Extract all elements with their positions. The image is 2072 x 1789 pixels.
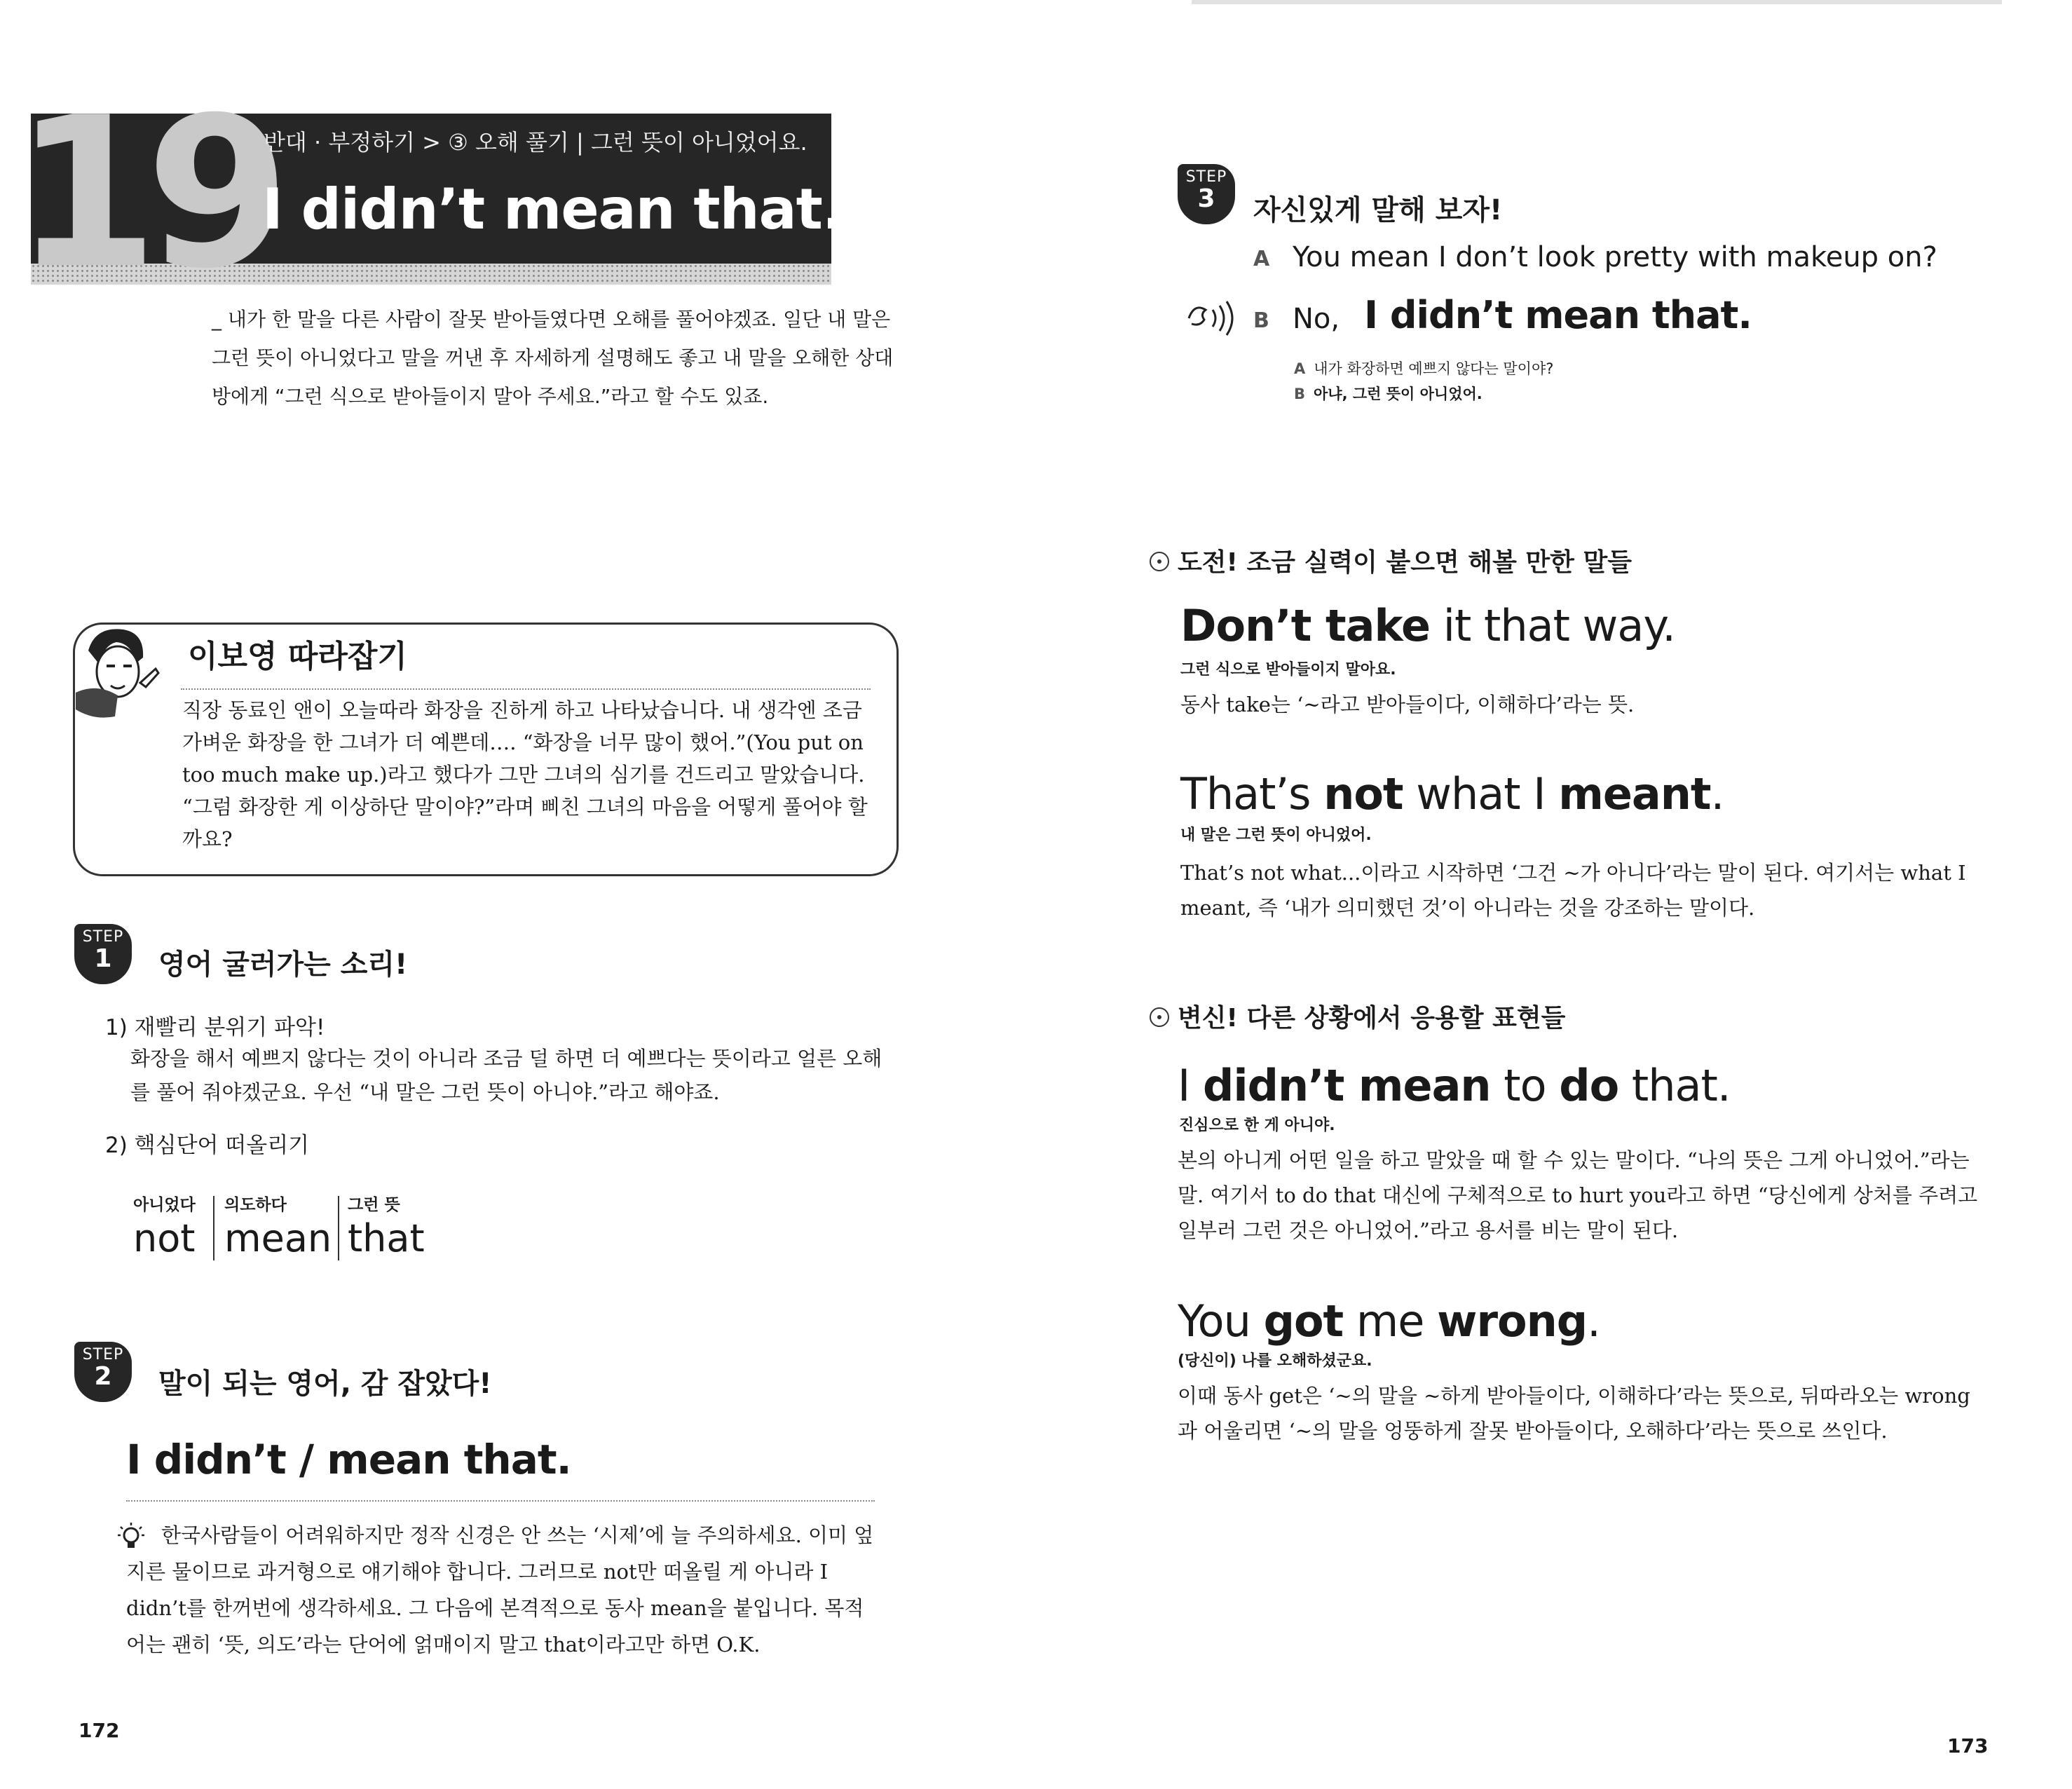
dialogue-translation-b [1294,383,1483,404]
dialogue-a-text: You mean I don’t look pretty with makeup on? [1293,241,1937,273]
step2-badge-label: STEP [82,1346,124,1363]
step2-title: 말이 되는 영어, 감 잡았다! [158,1368,492,1400]
step1-badge [74,924,132,984]
speech-box-divider [181,688,871,690]
keyword-separator [213,1196,214,1260]
expression-bold: do [1559,1060,1619,1111]
section-challenge-heading-text: 도전! 조금 실력이 붙으면 해볼 만한 말들 [1178,548,1633,577]
section-bullet-icon [1150,552,1169,571]
step2-tip: 한국사람들이 어려워하지만 정작 신경은 안 쓰는 ‘시제’에 늘 주의하세요. 이미 엎지른 물이므로 과거형으로 얘기해야 합니다. 그러므로 not만 떠올릴 게 아니라 I didn’t를 한꺼번에 생각하세요. 그 다음에 본격적으로 동사 mean을 붙입니다. 목적어는 괜히 ‘뜻, 의도’라는 단어에 얽매이지 말고 that이라고만 하면 O.K. [126,1523,874,1657]
avatar-icon [67,623,165,721]
expression-phrase [1178,1060,1731,1111]
keyword-column [224,1192,332,1260]
keyword-english: not [133,1216,196,1260]
expression-bold: wrong [1437,1295,1588,1347]
translation-b-label: B [1294,386,1306,402]
speech-box-title: 이보영 따라잡기 [188,639,407,674]
expression-explanation: 동사 take는 ‘~라고 받아들이다, 이해하다’라는 뜻. [1180,693,1635,716]
dialogue-b-text: I didn’t mean that. [1364,293,1752,337]
translation-a-label: A [1294,360,1306,377]
expression-part: to [1490,1060,1560,1111]
keyword-column [133,1192,196,1260]
keyword-column [348,1192,425,1260]
step3-badge-number: 3 [1197,184,1215,213]
lesson-category: 반대 · 부정하기 > ③ 오해 풀기 | 그런 뜻이 아니었어요. [264,129,807,156]
expression-korean: 그런 식으로 받아들이지 말아요. [1180,661,1396,679]
keyword-english: that [348,1216,425,1260]
keyword-korean: 아니었다 [133,1196,196,1214]
translation-a-text: 내가 화장하면 예쁘지 않다는 말이야? [1314,360,1554,377]
step2-phrase: I didn’t / mean that. [126,1436,571,1483]
expression-bold: meant [1558,768,1711,819]
expression-part: That’s [1180,768,1324,819]
expression-part: . [1587,1295,1600,1347]
section-variation-heading-text: 변신! 다른 상황에서 응용할 표현들 [1178,1004,1566,1033]
expression-bold: got [1263,1295,1344,1347]
step2-badge-number: 2 [94,1362,112,1391]
keyword-korean: 의도하다 [224,1196,287,1214]
step1-sub1-title: 1) 재빨리 분위기 파악! [105,1015,325,1040]
step2-divider [126,1500,875,1502]
step1-sub2-title: 2) 핵심단어 떠올리기 [105,1133,310,1158]
section-challenge-heading [1150,543,1632,578]
expression-rest: it that way. [1430,600,1675,651]
translation-b-text: 아냐, 그런 뜻이 아니었어. [1314,386,1483,402]
expression-explanation: 이때 동사 get은 ‘~의 말을 ~하게 받아들이다, 이해하다’라는 뜻으로, 뒤따라오는 wrong과 어울리면 ‘~의 말을 엉뚱하게 잘못 받아들이다, 오해하다’라는 뜻으로 쓰인다. [1178,1384,1970,1443]
step3-title: 자신있게 말해 보자! [1253,194,1503,226]
page-number-left: 172 [79,1719,120,1742]
expression-part: that. [1618,1060,1731,1111]
expression-bold: not [1323,768,1403,819]
page-number-right: 173 [1947,1734,1989,1757]
expression-bold: didn’t mean [1203,1060,1491,1111]
lesson-number: 19 [14,72,278,314]
step1-badge-label: STEP [82,928,124,946]
expression-phrase [1180,600,1675,651]
expression-explanation: 본의 아니게 어떤 일을 하고 말았을 때 할 수 있는 말이다. “나의 뜻은 그게 아니었어.”라는 말. 여기서 to do that 대신에 구체적으로 to hurt you라고 하면 “당신에게 상처를 주려고 일부러 그런 것은 아니었어.”라고 용서를 비는 말이 된다. [1178,1148,1978,1242]
expression-korean: 내 말은 그런 뜻이 아니었어. [1180,827,1372,844]
dialogue-translation-a [1294,358,1553,379]
expression-korean: 진심으로 한 게 아니야. [1179,1117,1335,1134]
expression-phrase [1180,768,1724,819]
expression-bold: Don’t take [1180,600,1431,651]
section-variation-heading [1150,998,1565,1034]
expression-part: You [1178,1295,1264,1347]
step1-sub1-text: 화장을 해서 예쁘지 않다는 것이 아니라 조금 덜 하면 더 예쁘다는 뜻이라고 얼른 오해를 풀어 줘야겠군요. 우선 “내 말은 그런 뜻이 아니야.”라고 해야죠. [130,1047,882,1104]
dialogue-a-label: A [1253,247,1270,271]
expression-part: . [1710,768,1724,819]
keyword-english: mean [224,1216,332,1260]
expression-part: what I [1403,768,1559,819]
expression-part: I [1178,1060,1203,1111]
dialogue-b-no: No, [1293,303,1340,335]
expression-korean: (당신이) 나를 오해하셨군요. [1178,1352,1372,1370]
step1-title: 영어 굴러가는 소리! [158,948,408,981]
step3-badge-label: STEP [1185,168,1227,186]
step2-badge [74,1342,132,1402]
expression-part: me [1343,1295,1438,1347]
keyword-korean: 그런 뜻 [348,1196,400,1214]
expression-phrase [1178,1295,1600,1347]
page-edge [1192,0,2002,4]
section-bullet-icon [1150,1007,1169,1027]
speech-box-body: 직장 동료인 앤이 오늘따라 화장을 진하게 하고 나타났습니다. 내 생각엔 조금 가벼운 화장을 한 그녀가 더 예쁜데…. “화장을 너무 많이 했어.”(You put on too much make up.)라고 했다가 그만 그녀의 심기를 건드리고 말았습니다. “그럼 화장한 게 이상하단 말이야?”라며 삐친 그녀의 마음을 어떻게 풀어야 할까요? [182,698,868,851]
step3-badge [1178,164,1235,224]
intro-paragraph: _ 내가 한 말을 다른 사람이 잘못 받아들였다면 오해를 풀어야겠죠. 일단 내 말은 그런 뜻이 아니었다고 말을 꺼낸 후 자세하게 설명해도 좋고 내 말을 오해한 상대방에게 “그런 식으로 받아들이지 말아 주세요.”라고 할 수도 있죠. [212,308,894,408]
step1-badge-number: 1 [94,944,112,973]
lesson-title: I didn’t mean that. [262,177,843,242]
sound-icon [1185,297,1241,339]
expression-explanation: That’s not what...이라고 시작하면 ‘그건 ~가 아니다’라는 말이 된다. 여기서는 what I meant, 즉 ‘내가 의미했던 것’이 아니라는 것을 강조하는 말이다. [1180,861,1966,920]
dialogue-b-label: B [1253,308,1269,333]
keyword-separator [338,1196,339,1260]
